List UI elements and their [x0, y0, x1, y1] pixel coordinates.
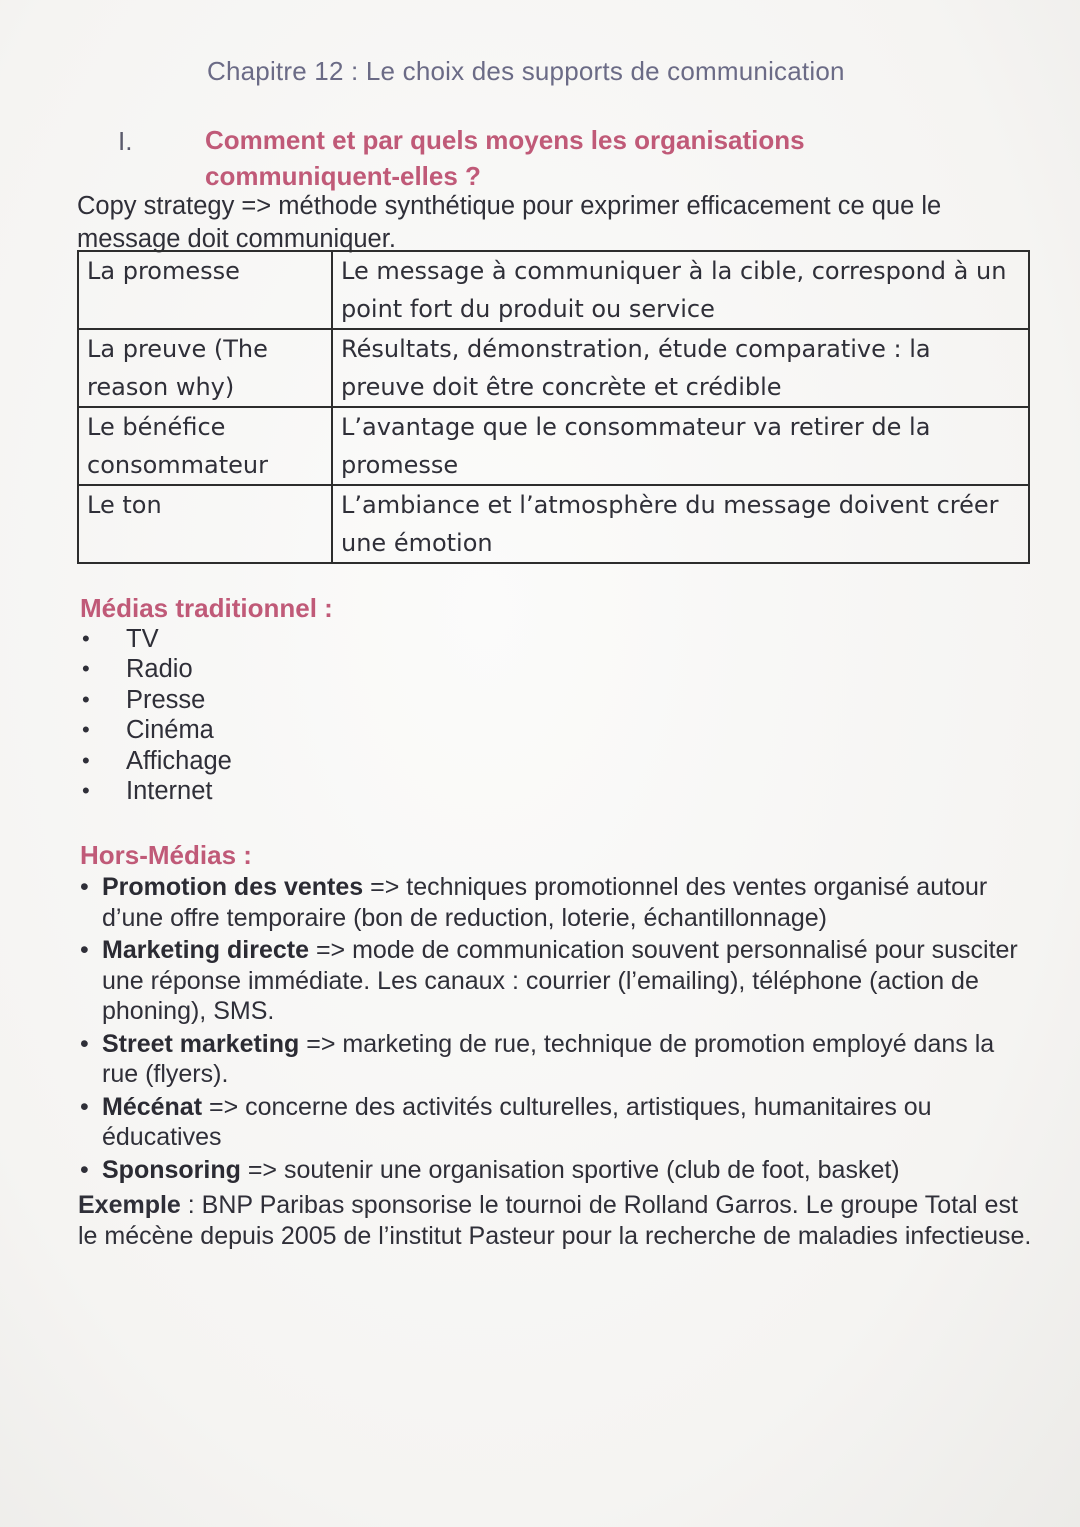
table-row	[78, 407, 1029, 485]
table-definition: Le message à communiquer à la cible, correspond à un point fort du produit ou service	[332, 251, 1029, 329]
item-text: => concerne des activités culturelles, artistiques, humanitaires ou éducatives	[102, 1092, 932, 1151]
example-paragraph	[78, 1190, 1033, 1252]
item-term: Sponsoring	[102, 1155, 241, 1184]
list-item: • TV	[80, 624, 232, 654]
list-item: • Affichage	[80, 746, 232, 776]
item-text: => mode de communication souvent personnalisé pour susciter une réponse immédiate. Les canaux : courrier (l’emailing), téléphone (action de phoning), SMS.	[102, 936, 1018, 1025]
list-item	[80, 935, 1030, 1027]
table-term: Le bénéfice consommateur	[78, 407, 332, 485]
example-text: : BNP Paribas sponsorise le tournoi de Rolland Garros. Le groupe Total est le mécène depuis 2005 de l’institut Pasteur pour la recherche de maladies infectieuse.	[78, 1191, 1032, 1250]
list-item: • Presse	[80, 685, 232, 715]
table-row	[78, 329, 1029, 407]
copy-strategy-intro: Copy strategy => méthode synthétique pour exprimer efficacement ce que le message doit communiquer.	[77, 192, 942, 253]
item-term: Marketing directe	[102, 936, 310, 964]
table-definition: L’avantage que le consommateur va retirer de la promesse	[332, 407, 1029, 485]
list-item	[80, 1029, 1030, 1090]
hors-medias-list	[80, 872, 1030, 1187]
item-term: Mécénat	[102, 1092, 203, 1121]
table-row	[78, 251, 1029, 329]
copy-strategy-table	[77, 250, 1030, 564]
table-definition: L’ambiance et l’atmosphère du message doivent créer une émotion	[332, 485, 1029, 563]
table-definition: Résultats, démonstration, étude comparative : la preuve doit être concrète et crédible	[332, 329, 1029, 407]
item-text: => marketing de rue, technique de promotion employé dans la rue (flyers).	[102, 1029, 995, 1088]
medias-traditionnels-list	[80, 624, 232, 806]
item-text: => soutenir une organisation sportive (club de foot, basket)	[240, 1155, 900, 1184]
medias-traditionnels-heading: Médias traditionnel :	[80, 593, 333, 623]
section-number: I.	[118, 126, 133, 156]
item-term: Street marketing	[102, 1029, 300, 1058]
list-item: • Cinéma	[80, 715, 232, 745]
hors-medias-heading: Hors-Médias :	[80, 840, 252, 870]
table-term: Le ton	[78, 485, 332, 563]
list-item	[80, 1092, 1030, 1153]
table-term: La preuve (The reason why)	[78, 329, 332, 407]
list-item: • Radio	[80, 654, 232, 684]
table-row	[78, 485, 1029, 563]
example-label: Exemple	[78, 1191, 181, 1219]
chapter-title: Chapitre 12 : Le choix des supports de communication	[207, 56, 845, 86]
item-term: Promotion des ventes	[102, 873, 364, 901]
table-term: La promesse	[78, 251, 332, 329]
list-item	[80, 1155, 1030, 1186]
list-item: • Internet	[80, 776, 232, 806]
list-item	[80, 872, 1030, 933]
section-title: Comment et par quels moyens les organisations communiquent-elles ?	[205, 125, 805, 191]
item-text: => techniques promotionnel des ventes organisé autour d’une offre temporaire (bon de reduction, loterie, échantillonnage)	[102, 873, 988, 932]
